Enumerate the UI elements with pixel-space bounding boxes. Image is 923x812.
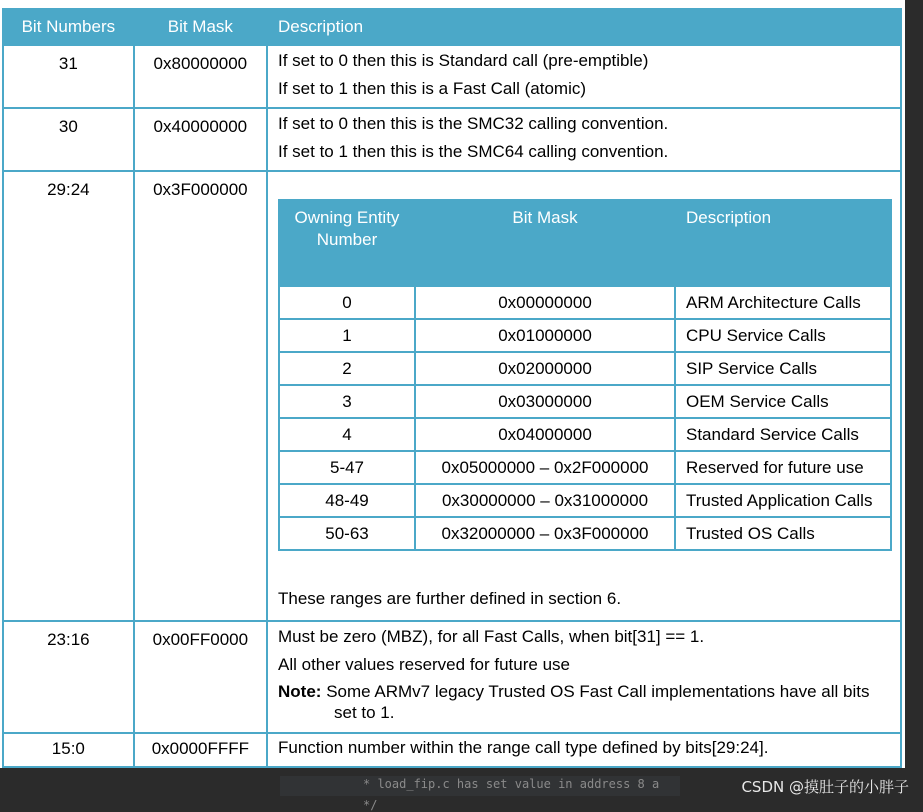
description-cell xyxy=(267,621,901,733)
description-line: All other values reserved for future use xyxy=(278,655,570,674)
description-cell xyxy=(267,171,901,621)
table-row xyxy=(279,451,891,484)
entity-description-cell: SIP Service Calls xyxy=(675,352,891,385)
table-row xyxy=(3,45,901,108)
table-row xyxy=(279,418,891,451)
entity-mask-cell: 0x00000000 xyxy=(415,286,675,319)
table-row xyxy=(3,108,901,171)
sheet-right-edge xyxy=(905,0,923,768)
entity-number-cell: 3 xyxy=(279,385,415,418)
table-row xyxy=(279,517,891,550)
table-header-row xyxy=(3,9,901,45)
entity-mask-cell: 0x04000000 xyxy=(415,418,675,451)
entity-mask-cell: 0x02000000 xyxy=(415,352,675,385)
entity-mask-cell: 0x32000000 – 0x3F000000 xyxy=(415,517,675,550)
entity-mask-cell: 0x30000000 – 0x31000000 xyxy=(415,484,675,517)
editor-code-line: * load_fip.c has set value in address 8 a xyxy=(363,777,660,791)
table-row xyxy=(279,286,891,319)
header-inner-description: Description xyxy=(675,200,891,286)
entity-mask-cell: 0x03000000 xyxy=(415,385,675,418)
entity-mask-cell: 0x05000000 – 0x2F000000 xyxy=(415,451,675,484)
entity-description-cell: Trusted Application Calls xyxy=(675,484,891,517)
bit-numbers-cell: 31 xyxy=(3,45,134,108)
entity-number-cell: 4 xyxy=(279,418,415,451)
csdn-watermark: CSDN @摸肚子的小胖子 xyxy=(741,778,909,796)
entity-description-cell: Standard Service Calls xyxy=(675,418,891,451)
description-line: Function number within the range call type defined by bits[29:24]. xyxy=(278,738,769,757)
table-row xyxy=(279,352,891,385)
table-row xyxy=(279,484,891,517)
bit-numbers-cell: 15:0 xyxy=(3,733,134,767)
header-bit-mask: Bit Mask xyxy=(134,9,267,45)
entity-mask-cell: 0x01000000 xyxy=(415,319,675,352)
entity-number-cell: 1 xyxy=(279,319,415,352)
bit-mask-cell: 0x40000000 xyxy=(134,108,267,171)
bit-mask-cell: 0x3F000000 xyxy=(134,171,267,621)
table-row xyxy=(279,319,891,352)
header-owning-entity-number: Owning Entity Number xyxy=(279,200,415,286)
header-description: Description xyxy=(267,9,901,45)
bit-numbers-cell: 30 xyxy=(3,108,134,171)
smc-function-id-table xyxy=(2,8,902,768)
note-paragraph xyxy=(278,681,892,723)
header-inner-bit-mask: Bit Mask xyxy=(415,200,675,286)
description-line: If set to 1 then this is a Fast Call (atomic) xyxy=(278,79,587,98)
inner-header-row xyxy=(279,200,891,286)
entity-number-cell: 0 xyxy=(279,286,415,319)
entity-number-cell: 5-47 xyxy=(279,451,415,484)
owning-entity-table xyxy=(278,199,892,551)
description-line: Must be zero (MBZ), for all Fast Calls, when bit[31] == 1. xyxy=(278,627,705,646)
entity-number-cell: 50-63 xyxy=(279,517,415,550)
entity-description-cell: ARM Architecture Calls xyxy=(675,286,891,319)
description-cell xyxy=(267,108,901,171)
bit-numbers-cell: 23:16 xyxy=(3,621,134,733)
bit-mask-cell: 0x0000FFFF xyxy=(134,733,267,767)
description-cell xyxy=(267,45,901,108)
table-row xyxy=(279,385,891,418)
description-line: If set to 0 then this is Standard call (pre-emptible) xyxy=(278,51,649,70)
entity-number-cell: 48-49 xyxy=(279,484,415,517)
description-line: If set to 0 then this is the SMC32 calling convention. xyxy=(278,114,669,133)
entity-description-cell: Trusted OS Calls xyxy=(675,517,891,550)
entity-description-cell: OEM Service Calls xyxy=(675,385,891,418)
header-bit-numbers: Bit Numbers xyxy=(3,9,134,45)
bit-numbers-cell: 29:24 xyxy=(3,171,134,621)
bit-mask-cell: 0x00FF0000 xyxy=(134,621,267,733)
entity-number-cell: 2 xyxy=(279,352,415,385)
table-row xyxy=(3,733,901,767)
description-cell xyxy=(267,733,901,767)
description-line: If set to 1 then this is the SMC64 calling convention. xyxy=(278,142,669,161)
table-row xyxy=(3,621,901,733)
ranges-note: These ranges are further defined in section 6. xyxy=(278,589,622,608)
note-label: Note: xyxy=(278,682,322,701)
note-text: Some ARMv7 legacy Trusted OS Fast Call implementations have all bits set to 1. xyxy=(326,682,870,722)
entity-description-cell: Reserved for future use xyxy=(675,451,891,484)
table-row xyxy=(3,171,901,621)
bit-mask-cell: 0x80000000 xyxy=(134,45,267,108)
editor-code-line-2: */ xyxy=(363,798,378,812)
entity-description-cell: CPU Service Calls xyxy=(675,319,891,352)
